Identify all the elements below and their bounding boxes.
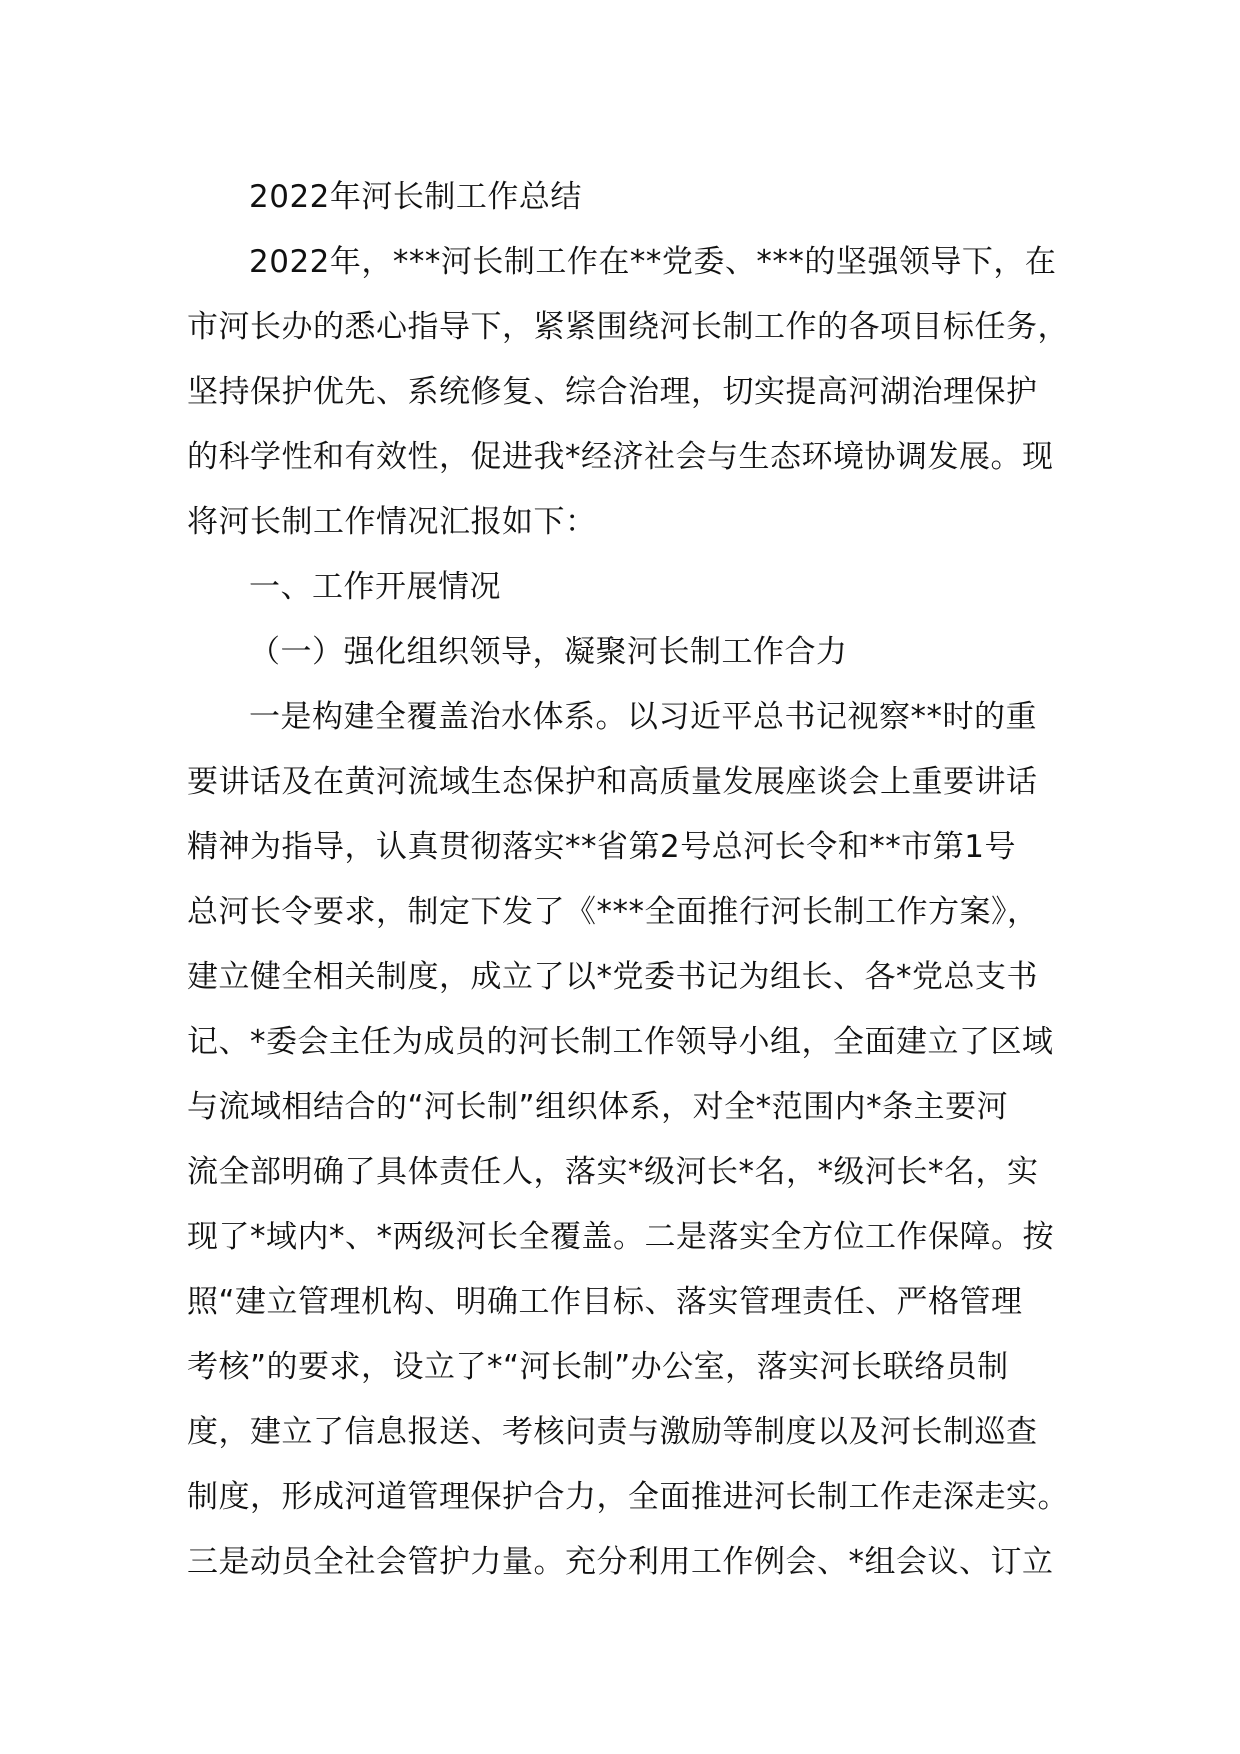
document-title: 2022年河长制工作总结 bbox=[249, 179, 582, 215]
paragraph-line: 市河长办的悉心指导下，紧紧围绕河长制工作的各项目标任务， bbox=[187, 309, 1069, 345]
paragraph-line: 流全部明确了具体责任人，落实*级河长*名，*级河长*名，实 bbox=[187, 1154, 1039, 1190]
paragraph-line: 度，建立了信息报送、考核问责与激励等制度以及河长制巡查 bbox=[187, 1414, 1038, 1450]
paragraph-line: 三是动员全社会管护力量。充分利用工作例会、*组会议、订立 bbox=[187, 1544, 1054, 1580]
paragraph-line: 考核”的要求，设立了*“河长制”办公室，落实河长联络员制 bbox=[187, 1349, 1009, 1385]
section-heading: 一、工作开展情况 bbox=[249, 569, 501, 605]
paragraph-line: 坚持保护优先、系统修复、综合治理，切实提高河湖治理保护 bbox=[187, 374, 1038, 410]
paragraph-line: 将河长制工作情况汇报如下： bbox=[187, 504, 597, 540]
document-body bbox=[187, 165, 1077, 1595]
paragraph-line: 建立健全相关制度，成立了以*党委书记为组长、各*党总支书 bbox=[187, 959, 1038, 995]
paragraph-line: 要讲话及在黄河流域生态保护和高质量发展座谈会上重要讲话 bbox=[187, 764, 1038, 800]
paragraph-line: 与流域相结合的“河长制”组织体系，对全*范围内*条主要河 bbox=[187, 1089, 1009, 1125]
paragraph-line: 的科学性和有效性，促进我*经济社会与生态环境协调发展。现 bbox=[187, 439, 1054, 475]
paragraph-line: 总河长令要求，制定下发了《***全面推行河长制工作方案》， bbox=[187, 894, 1039, 930]
paragraph-line: 2022年，***河长制工作在**党委、***的坚强领导下，在 bbox=[249, 244, 1057, 280]
paragraph-line: 现了*域内*、*两级河长全覆盖。二是落实全方位工作保障。按 bbox=[187, 1219, 1054, 1255]
paragraph-line: 照“建立管理机构、明确工作目标、落实管理责任、严格管理 bbox=[187, 1284, 1023, 1320]
paragraph-line: 一是构建全覆盖治水体系。以习近平总书记视察**时的重 bbox=[249, 699, 1037, 735]
subsection-heading: （一）强化组织领导，凝聚河长制工作合力 bbox=[249, 634, 848, 670]
paragraph-line: 记、*委会主任为成员的河长制工作领导小组，全面建立了区域 bbox=[187, 1024, 1054, 1060]
paragraph-line: 制度，形成河道管理保护合力，全面推进河长制工作走深走实。 bbox=[187, 1479, 1069, 1515]
paragraph-line: 精神为指导，认真贯彻落实**省第2号总河长令和**市第1号 bbox=[187, 829, 1016, 865]
